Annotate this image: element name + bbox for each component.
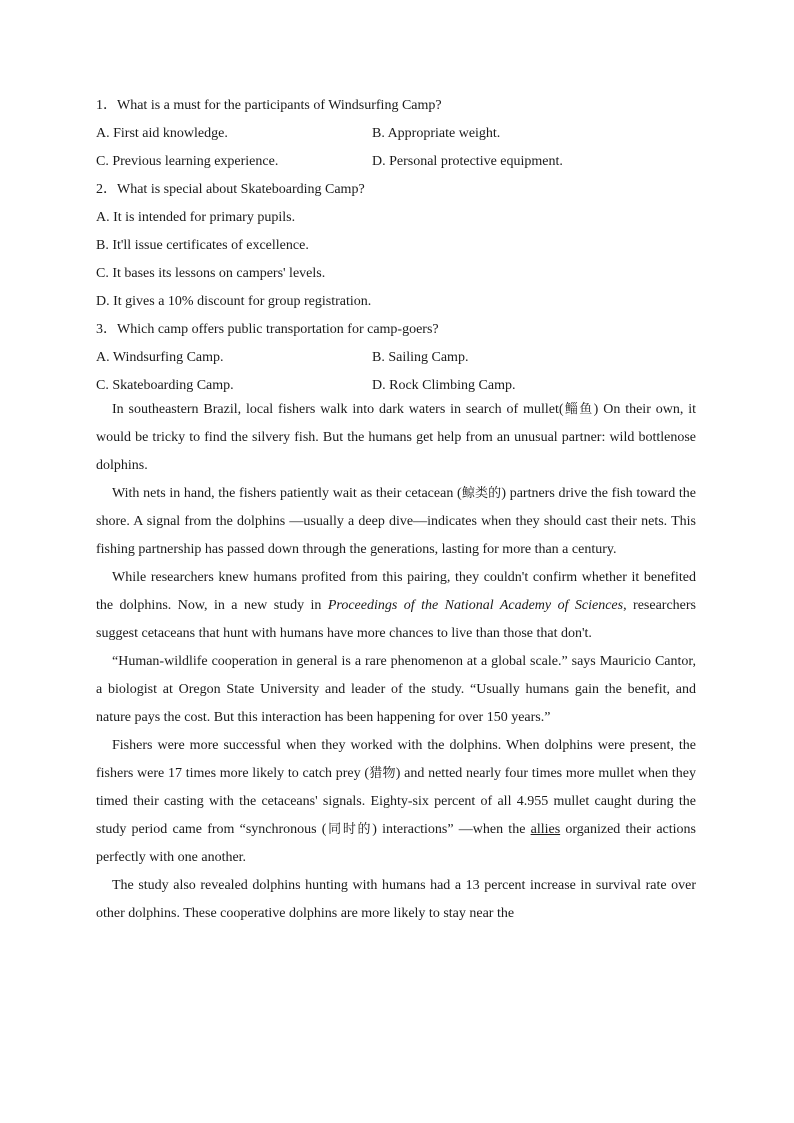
question-1-options-row-1 (96, 124, 696, 144)
question-3-option-c: C. Skateboarding Camp. (96, 378, 234, 393)
passage-p5-gloss-1: 猎物 (369, 766, 396, 781)
document-content (96, 96, 696, 928)
passage-p1-text-b: ) On their own, it would be tricky to find the silvery fish. But the humans get help from an unusual partner: wild bottlenose dolphins. (96, 402, 696, 473)
passage-p5-gloss-2: 同时的 (326, 822, 373, 837)
question-3-options-row-1 (96, 348, 696, 368)
passage-p2-text-a: With nets in hand, the fishers patiently wait as their cetacean ( (112, 486, 462, 501)
passage-p1-text-a: In southeastern Brazil, local fishers walk into dark waters in search of mullet( (112, 402, 564, 417)
question-3-options-row-2 (96, 376, 696, 396)
passage-p2-text-b: ) partners drive the fish toward the shore. A signal from the dolphins —usually a deep dive—indicates when they should cast their nets. This fishing partnership has passed down through the generations, lasting for more than a century. (96, 486, 696, 557)
question-2-option-b: B. It'll issue certificates of excellence. (96, 238, 309, 253)
question-1-stem: 1．What is a must for the participants of Windsurfing Camp? (96, 98, 442, 113)
passage-p5-text-d: organized their actions perfectly with one another. (96, 822, 696, 865)
question-3-stem: 3．Which camp offers public transportation for camp-goers? (96, 322, 439, 337)
journal-title: Proceedings of the National Academy of Sciences (327, 598, 624, 613)
passage-p3-text-b: , researchers suggest cetaceans that hunt with humans have more chances to live than those that don't. (96, 598, 696, 641)
question-1-option-a: A. First aid knowledge. (96, 126, 228, 141)
passage-paragraph-4: “Human-wildlife cooperation in general is a rare phenomenon at a global scale.” says Mauricio Cantor, a biologist at Oregon State University and leader of the study. “Usually humans gain the benefit, and nature pays the cost. But this interaction has been happening for over 150 years.” (96, 654, 696, 725)
question-3-option-b: B. Sailing Camp. (372, 350, 469, 365)
passage-paragraph-3 (96, 564, 696, 648)
passage-paragraph-2 (96, 480, 696, 564)
question-3-option-d: D. Rock Climbing Camp. (372, 378, 516, 393)
question-1-options-row-2 (96, 152, 696, 172)
underlined-word-allies: allies (530, 822, 561, 837)
question-3-option-a: A. Windsurfing Camp. (96, 350, 224, 365)
passage-p5-text-b: ) and netted nearly four times more mullet when they timed their casting with the cetaceans' signals. Eighty-six percent of all 4.955 mullet caught during the study period came from “synchronous ( (96, 766, 697, 837)
passage-paragraph-1 (96, 396, 696, 480)
passage-p5-text-c: ) interactions” —when the (372, 822, 531, 837)
passage-p2-gloss: 鲸类的 (461, 486, 502, 501)
question-2-option-c: C. It bases its lessons on campers' levels. (96, 266, 326, 281)
question-1-option-d: D. Personal protective equipment. (372, 154, 563, 169)
question-2-option-d: D. It gives a 10% discount for group registration. (96, 294, 372, 309)
passage-p3-text-a: While researchers knew humans profited from this pairing, they couldn't confirm whether it benefited the dolphins. Now, in a new study in (96, 570, 696, 613)
passage-paragraph-6: The study also revealed dolphins hunting with humans had a 13 percent increase in survival rate over other dolphins. These cooperative dolphins are more likely to stay near the (96, 878, 696, 921)
question-1-option-b: B. Appropriate weight. (372, 126, 501, 141)
passage-p1-gloss: 鲻鱼 (563, 402, 594, 417)
passage-p5-text-a: Fishers were more successful when they worked with the dolphins. When dolphins were present, the fishers were 17 times more likely to catch prey ( (96, 738, 696, 781)
question-2-option-a: A. It is intended for primary pupils. (96, 210, 296, 225)
question-2-stem: 2．What is special about Skateboarding Camp? (96, 182, 365, 197)
question-1-option-c: C. Previous learning experience. (96, 154, 279, 169)
passage-paragraph-5 (96, 732, 696, 872)
